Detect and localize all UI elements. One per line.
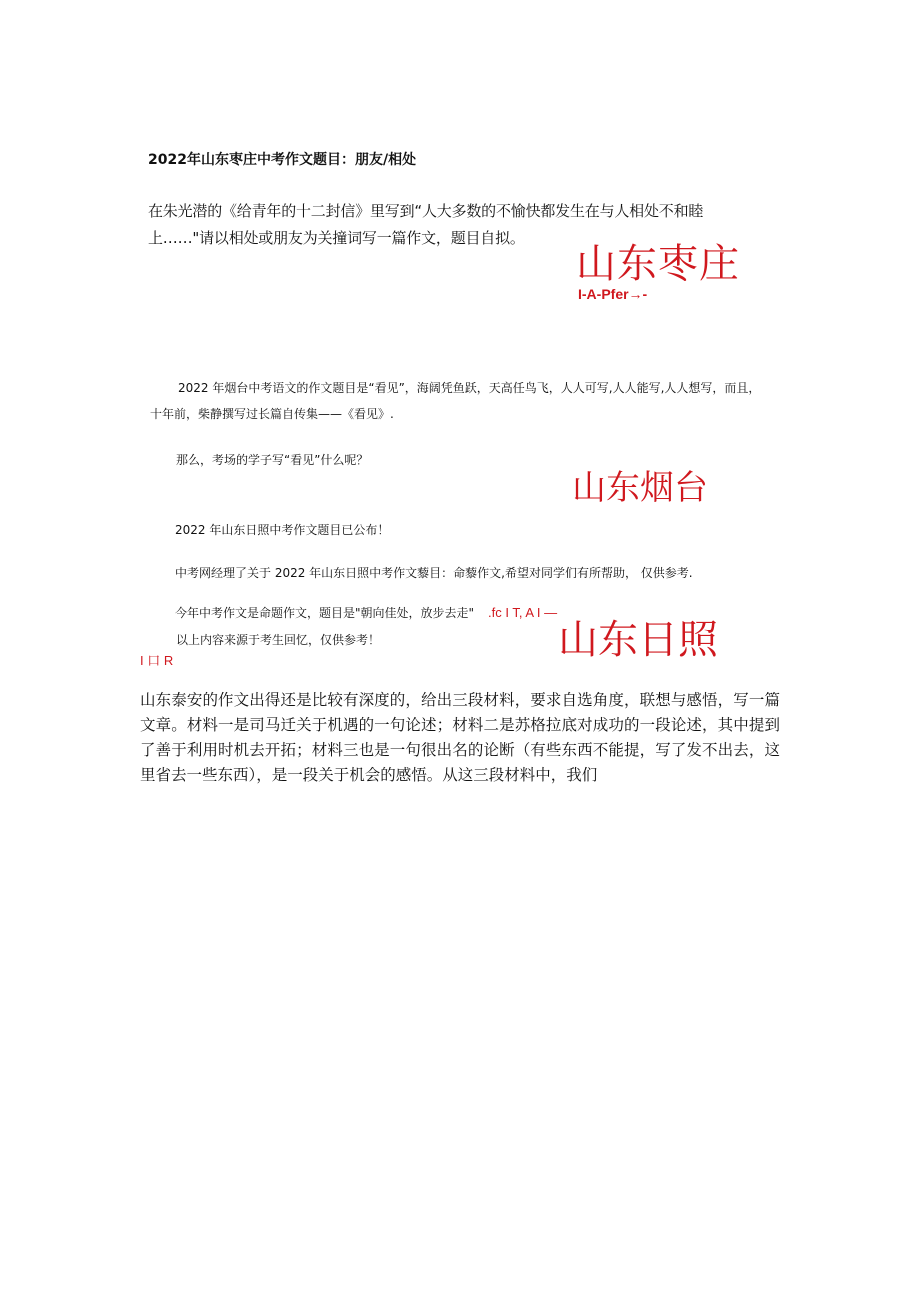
rizhao-line-3: 今年中考作文是命题作文，题目是"朝向佳处，放步去走"	[175, 606, 475, 620]
yantai-stamp: 山东烟台	[572, 468, 708, 508]
zaozhuang-stamp-sub: I-A-Pfer→-	[578, 286, 648, 302]
yantai-line-1: 2022 年烟台中考语文的作文题目是“看见”，海阔凭鱼跃，天高任鸟飞，人人可写,人人能写,人人想写，而且，	[178, 381, 761, 395]
zaozhuang-prompt-line-1: 在朱光潜的《给青年的十二封信》里写到“人大多数的不愉快都发生在与人相处不和睦	[148, 202, 704, 220]
rizhao-line-4: 以上内容来源于考生回忆，仅供参考！	[176, 633, 381, 647]
yantai-line-2: 十年前，柴静撰写过长篇自传集——《看见》.	[150, 407, 394, 421]
rizhao-stamp: 山东日照	[558, 617, 718, 663]
rizhao-mark: I 口 R	[140, 653, 174, 668]
zaozhuang-title: 2022年山东枣庄中考作文题目：朋友/相处	[148, 152, 417, 168]
yantai-line-3: 那么，考场的学子写“看见”什么呢？	[176, 453, 369, 467]
rizhao-line-1: 2022 年山东日照中考作文题目已公布！	[175, 523, 390, 537]
taian-paragraph: 山东泰安的作文出得还是比较有深度的，给出三段材料，要求自选角度，联想与感悟，写一篇文章。材料一是司马迁关于机遇的一句论述；材料二是苏格拉底对成功的一段论述，其中提到了善于利用时机去开拓；材料三也是一句很出名的论断（有些东西不能提，写了发不出去，这里省去一些东西），是一段关于机会的感悟。从这三段材料中，我们	[140, 691, 780, 784]
zaozhuang-prompt-line-2: 上……"请以相处或朋友为关撞词写一篇作文，题目自拟。	[148, 229, 525, 247]
rizhao-line-3-tail: .fc I T, A I —	[488, 605, 558, 620]
rizhao-line-2: 中考网经理了关于 2022 年山东日照中考作文藜目：命藜作文,希望对同学们有所帮助， 仅供参考.	[175, 566, 693, 580]
zaozhuang-stamp: 山东枣庄	[576, 241, 740, 287]
